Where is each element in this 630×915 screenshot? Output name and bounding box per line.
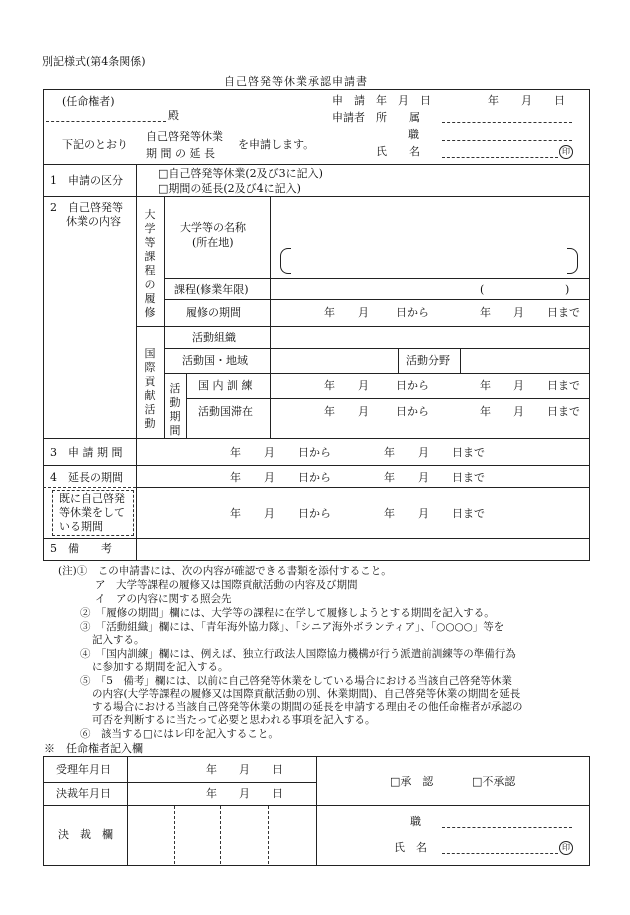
apply-from-year[interactable]: 年 (230, 446, 241, 459)
abroad-stay-label: 活動国滞在 (198, 405, 253, 418)
received-date-label: 受理年月日 (56, 763, 111, 776)
abroad-to-day[interactable]: 日まで (547, 405, 580, 418)
form-title: 自己啓発等休業承認申請書 (224, 75, 368, 88)
univ-group-label: 大学等課程の履修 (144, 208, 156, 319)
abroad-to-month[interactable]: 月 (513, 405, 524, 418)
name-label: 氏 名 (376, 145, 420, 158)
domestic-to-year[interactable]: 年 (480, 379, 491, 392)
apply-from-month[interactable]: 月 (264, 446, 275, 459)
note-5-cont3: 可否を判断するに当たって必要と思われる事項を記入する。 (92, 714, 376, 726)
checkbox-self-development[interactable]: □自己啓発等休業(2及び3に記入) (158, 167, 323, 180)
row2-label-line1: 2 自己啓発等 (50, 201, 123, 214)
seal-mark: 印 (559, 145, 573, 159)
prev-to-day[interactable]: 日まで (452, 507, 485, 520)
prev-to-year[interactable]: 年 (384, 507, 395, 520)
prev-from-year[interactable]: 年 (230, 507, 241, 520)
ext-from-month[interactable]: 月 (264, 471, 275, 484)
note-4-cont: に参加する期間を記入する。 (92, 661, 229, 673)
univ-name-field[interactable] (292, 246, 564, 274)
reject-checkbox[interactable]: □不承認 (472, 775, 516, 788)
domestic-training-label: 国 内 訓 練 (198, 379, 253, 392)
domestic-to-day[interactable]: 日まで (547, 379, 580, 392)
prev-period-label-2: 等休業をして (59, 506, 125, 519)
row1-label: 1 申請の区分 (50, 174, 123, 187)
checkbox-extension[interactable]: □期間の延長(2及び4に記入) (158, 182, 301, 195)
ext-to-year[interactable]: 年 (384, 471, 395, 484)
prev-from-day[interactable]: 日から (298, 507, 331, 520)
apply-from-day[interactable]: 日から (298, 446, 331, 459)
note-6: ⑥ 該当する□にはレ印を記入すること。 (80, 728, 279, 740)
course-paren-open: ( (480, 283, 485, 296)
abroad-to-year[interactable]: 年 (480, 405, 491, 418)
apply-to-month[interactable]: 月 (418, 446, 429, 459)
note-intro: (注)① この申請書には、次の内容が確認できる書類を添付すること。 (58, 565, 392, 577)
note-2: ② 「履修の期間」欄には、大学等の課程に在学して履修しようとする期間を記入する。 (80, 607, 495, 619)
appointer-post-field[interactable] (442, 827, 572, 828)
appointer-label: (任命権者) (62, 95, 115, 108)
post-field[interactable] (442, 140, 572, 141)
appointer-post-label: 職 (410, 815, 421, 828)
row2-label-line2: 休業の内容 (66, 215, 121, 228)
note-5-cont2: する場合における当該自己啓発等休業の期間の延長を申請する理由その他任命権者が承認の (92, 701, 523, 713)
date-label: 申 請 年 月 日 (332, 94, 431, 107)
ext-from-year[interactable]: 年 (230, 471, 241, 484)
note-3: ③ 「活動組織」欄には、「青年海外協力隊」、「シニア海外ボランティア」、「○○○○」等を (80, 621, 505, 633)
option-extension[interactable]: 期 間 の 延 長 (146, 147, 215, 160)
domestic-from-day[interactable]: 日から (396, 379, 429, 392)
decided-date-value[interactable]: 年 月 日 (206, 787, 283, 800)
decided-date-label: 決裁年月日 (56, 787, 111, 800)
intl-group-label: 国際貢献活動 (144, 347, 156, 430)
abroad-from-day[interactable]: 日から (396, 405, 429, 418)
post-label: 職 (408, 128, 419, 141)
received-date-value[interactable]: 年 月 日 (206, 763, 283, 776)
remarks-field[interactable] (138, 540, 586, 558)
note-4: ④ 「国内訓練」欄には、例えば、独立行政法人国際協力機構が行う派遣前訓練等の準備行為 (80, 648, 516, 660)
prev-period-label-3: いる期間 (59, 520, 103, 533)
apply-to-year[interactable]: 年 (384, 446, 395, 459)
appointer-name-line[interactable] (46, 121, 166, 122)
row5-label: 5 備 考 (50, 542, 112, 555)
univ-address-label: (所在地) (192, 236, 234, 249)
country-label: 活動国・地域 (182, 354, 248, 367)
appointer-name-label: 氏 名 (394, 841, 427, 854)
row3-label: 3 申 請 期 間 (50, 446, 123, 459)
prev-to-month[interactable]: 月 (418, 507, 429, 520)
note-5-cont1: の内容(大学等課程の履修又は国際貢献活動の別、休業期間)、自己啓発等休業の期間を延長 (92, 688, 521, 700)
form-reference: 別記様式(第4条関係) (42, 55, 146, 68)
row4-label: 4 延長の期間 (50, 471, 123, 484)
field-label: 活動分野 (406, 354, 450, 367)
note-a: ア 大学等課程の履修又は国際貢献活動の内容及び期間 (95, 579, 358, 591)
study-from-month[interactable]: 月 (358, 306, 369, 319)
univ-name-label: 大学等の名称 (180, 221, 246, 234)
dept-label: 申請者 所 属 (332, 111, 420, 124)
ext-to-month[interactable]: 月 (418, 471, 429, 484)
honorific: 殿 (168, 109, 179, 122)
study-from-year[interactable]: 年 (324, 306, 335, 319)
application-date[interactable]: 年 月 日 (488, 94, 565, 107)
ext-from-day[interactable]: 日から (298, 471, 331, 484)
prev-period-label-1: 既に自己啓発 (59, 492, 125, 505)
study-to-day[interactable]: 日まで (547, 306, 580, 319)
ext-to-day[interactable]: 日まで (452, 471, 485, 484)
approval-column-label: 決 裁 欄 (58, 828, 113, 841)
approve-checkbox[interactable]: □承 認 (390, 775, 434, 788)
course-label: 課程(修業年限) (174, 283, 249, 296)
domestic-to-month[interactable]: 月 (513, 379, 524, 392)
domestic-from-year[interactable]: 年 (324, 379, 335, 392)
note-b: イ アの内容に関する照会先 (95, 593, 232, 605)
intro-text: 下記のとおり (62, 138, 128, 151)
study-period-label: 履修の期間 (186, 306, 241, 319)
abroad-from-year[interactable]: 年 (324, 405, 335, 418)
appointer-seal-mark: 印 (559, 841, 573, 855)
abroad-from-month[interactable]: 月 (358, 405, 369, 418)
dept-field[interactable] (442, 122, 572, 123)
apply-suffix: を申請します。 (238, 138, 315, 151)
course-paren-close: ) (565, 283, 570, 296)
activity-period-group-label: 活動期間 (169, 382, 181, 437)
org-label: 活動組織 (192, 331, 236, 344)
option-self-development[interactable]: 自己啓発等休業 (146, 130, 223, 143)
domestic-from-month[interactable]: 月 (358, 379, 369, 392)
note-5: ⑤ 「5 備考」欄には、以前に自己啓発等休業をしている場合における当該自己啓発等休業 (80, 675, 512, 687)
study-to-month[interactable]: 月 (513, 306, 524, 319)
address-bracket-left (280, 248, 291, 274)
prev-from-month[interactable]: 月 (264, 507, 275, 520)
note-3-cont: 記入する。 (92, 634, 145, 646)
study-to-year[interactable]: 年 (480, 306, 491, 319)
apply-to-day[interactable]: 日まで (452, 446, 485, 459)
study-from-day[interactable]: 日から (396, 306, 429, 319)
appointer-section-heading: ※ 任命権者記入欄 (44, 742, 143, 755)
name-field[interactable] (442, 157, 558, 158)
address-bracket-right (567, 248, 578, 274)
appointer-name-field[interactable] (442, 853, 558, 854)
